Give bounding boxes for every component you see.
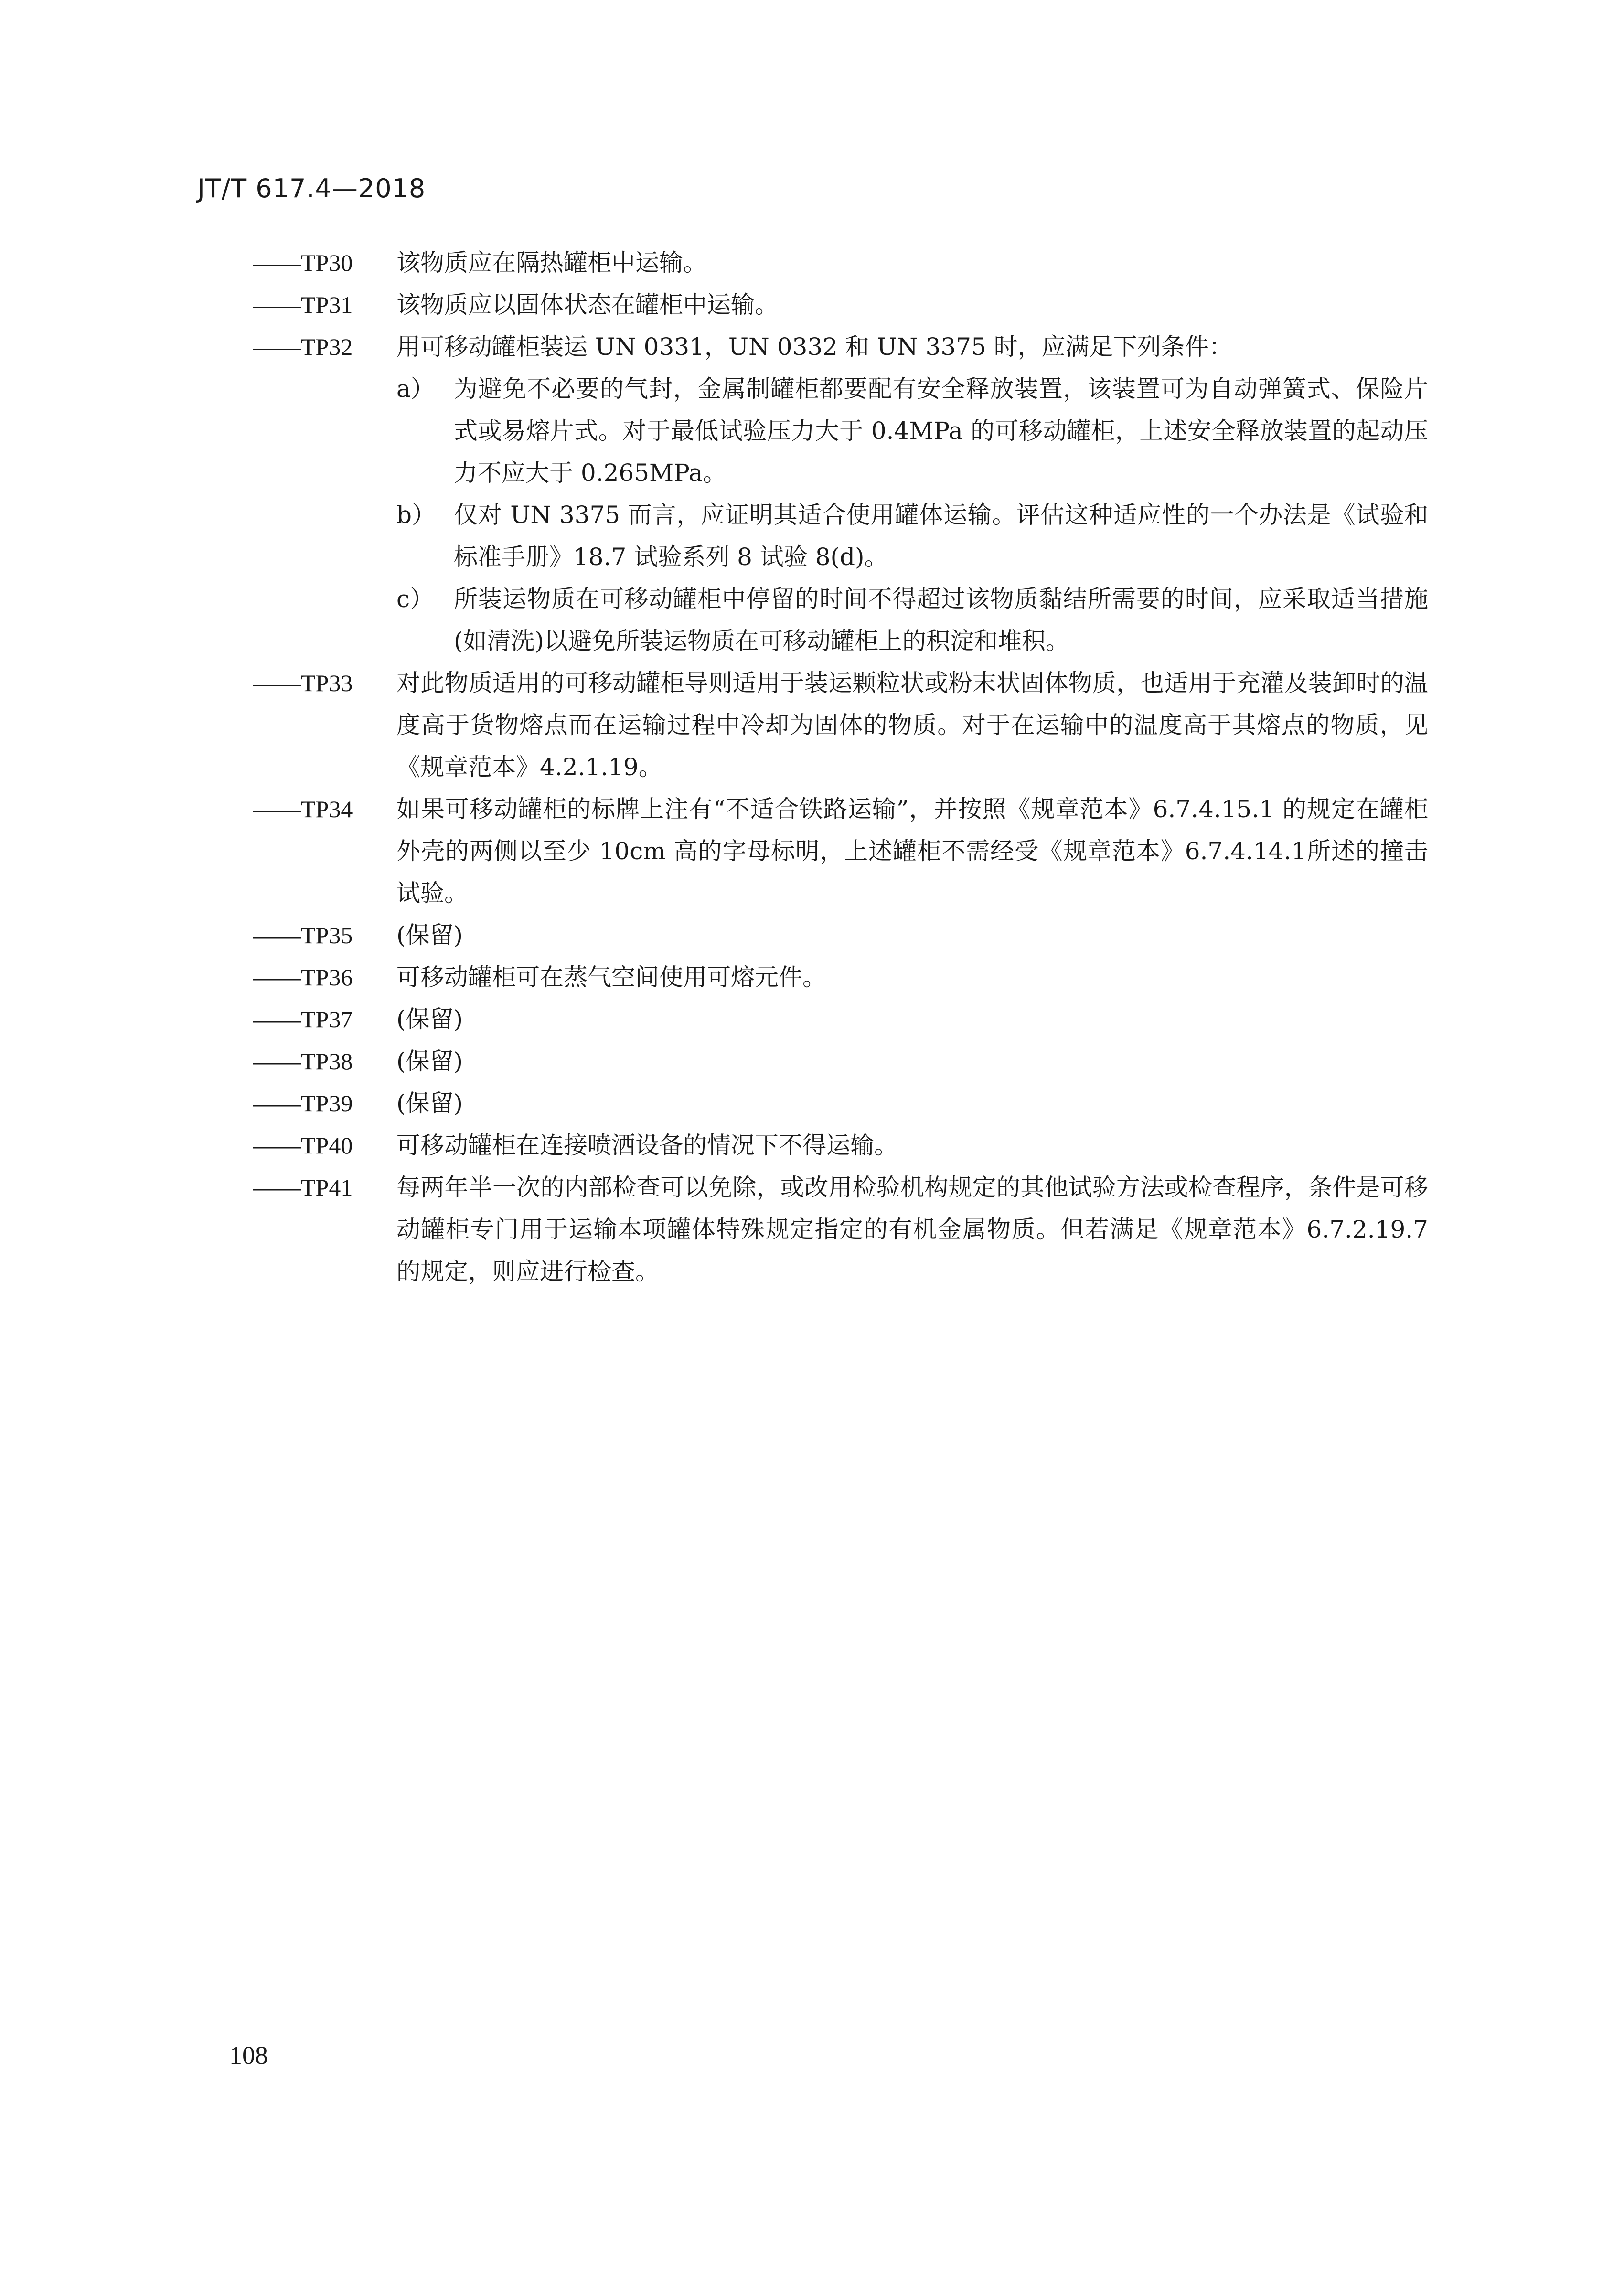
provision-tp32 [253, 326, 1428, 662]
provision-text: 对此物质适用的可移动罐柜导则适用于装运颗粒状或粉末状固体物质，也适用于充灌及装卸时的温度高于货物熔点而在运输过程中冷却为固体的物质。对于在运输中的温度高于其熔点的物质，见《规章范本》4.2.1.19。 [396, 669, 1428, 781]
provision-code: ——TP30 [253, 249, 353, 276]
provision-code: ——TP41 [253, 1174, 353, 1201]
provision-tp35 [253, 914, 1428, 956]
provision-code: ——TP34 [253, 796, 353, 822]
provision-text: 该物质应在隔热罐柜中运输。 [396, 249, 707, 277]
provision-text: (保留) [396, 1089, 463, 1117]
condition-label: a） [396, 375, 435, 403]
provision-text: 用可移动罐柜装运 UN 0331，UN 0332 和 UN 3375 时，应满足下列条件： [396, 333, 1233, 361]
condition-text: 仅对 UN 3375 而言，应证明其适合使用罐体运输。评估这种适应性的一个办法是《试验和标准手册》18.7 试验系列 8 试验 8(d)。 [454, 501, 1428, 571]
condition-label: c） [396, 585, 434, 613]
provision-tp41 [253, 1166, 1428, 1292]
provision-tp38 [253, 1040, 1428, 1082]
provision-tp40 [253, 1124, 1428, 1166]
provision-text: 可移动罐柜可在蒸气空间使用可熔元件。 [396, 963, 826, 991]
page-header-standard-id: JT/T 617.4—2018 [197, 173, 426, 203]
provision-tp34 [253, 788, 1428, 914]
provision-text: 每两年半一次的内部检查可以免除，或改用检验机构规定的其他试验方法或检查程序，条件是可移动罐柜专门用于运输本项罐体特殊规定指定的有机金属物质。但若满足《规章范本》6.7.2.19.7 的规定，则应进行检查。 [396, 1174, 1428, 1285]
provision-tp30 [253, 242, 1428, 284]
provision-text: (保留) [396, 921, 463, 949]
provision-text: 可移动罐柜在连接喷洒设备的情况下不得运输。 [396, 1132, 898, 1159]
condition-item-b [396, 494, 1428, 578]
provision-code: ——TP36 [253, 964, 353, 991]
provision-code: ——TP37 [253, 1006, 353, 1033]
provision-text: (保留) [396, 1005, 463, 1033]
provision-tp37 [253, 998, 1428, 1040]
condition-item-a [396, 368, 1428, 494]
condition-text: 为避免不必要的气封，金属制罐柜都要配有安全释放装置，该装置可为自动弹簧式、保险片式或易熔片式。对于最低试验压力大于 0.4MPa 的可移动罐柜，上述安全释放装置的起动压力不应大于 0.265MPa。 [454, 375, 1428, 487]
provision-body [396, 326, 1428, 662]
provision-tp31 [253, 284, 1428, 326]
provision-code: ——TP35 [253, 922, 353, 949]
provision-code: ——TP33 [253, 670, 353, 696]
condition-list [396, 368, 1428, 662]
provision-text: 如果可移动罐柜的标牌上注有“不适合铁路运输”，并按照《规章范本》6.7.4.15.1 的规定在罐柜外壳的两侧以至少 10cm 高的字母标明，上述罐柜不需经受《规章范本》6.7.4.14.1所述的撞击试验。 [396, 795, 1428, 907]
page-number: 108 [229, 2041, 268, 2070]
provision-code: ——TP38 [253, 1048, 353, 1075]
provision-tp36 [253, 956, 1428, 998]
provision-code: ——TP39 [253, 1090, 353, 1117]
provision-list [253, 242, 1428, 1292]
provision-code: ——TP40 [253, 1132, 353, 1159]
provision-tp39 [253, 1082, 1428, 1124]
provision-code: ——TP31 [253, 291, 353, 318]
condition-label: b） [396, 501, 436, 529]
provision-text: (保留) [396, 1047, 463, 1075]
provision-tp33 [253, 662, 1428, 788]
condition-text: 所装运物质在可移动罐柜中停留的时间不得超过该物质黏结所需要的时间，应采取适当措施(如清洗)以避免所装运物质在可移动罐柜上的积淀和堆积。 [454, 585, 1428, 655]
provision-code: ——TP32 [253, 333, 353, 360]
provision-text: 该物质应以固体状态在罐柜中运输。 [396, 291, 779, 319]
condition-item-c [396, 578, 1428, 662]
